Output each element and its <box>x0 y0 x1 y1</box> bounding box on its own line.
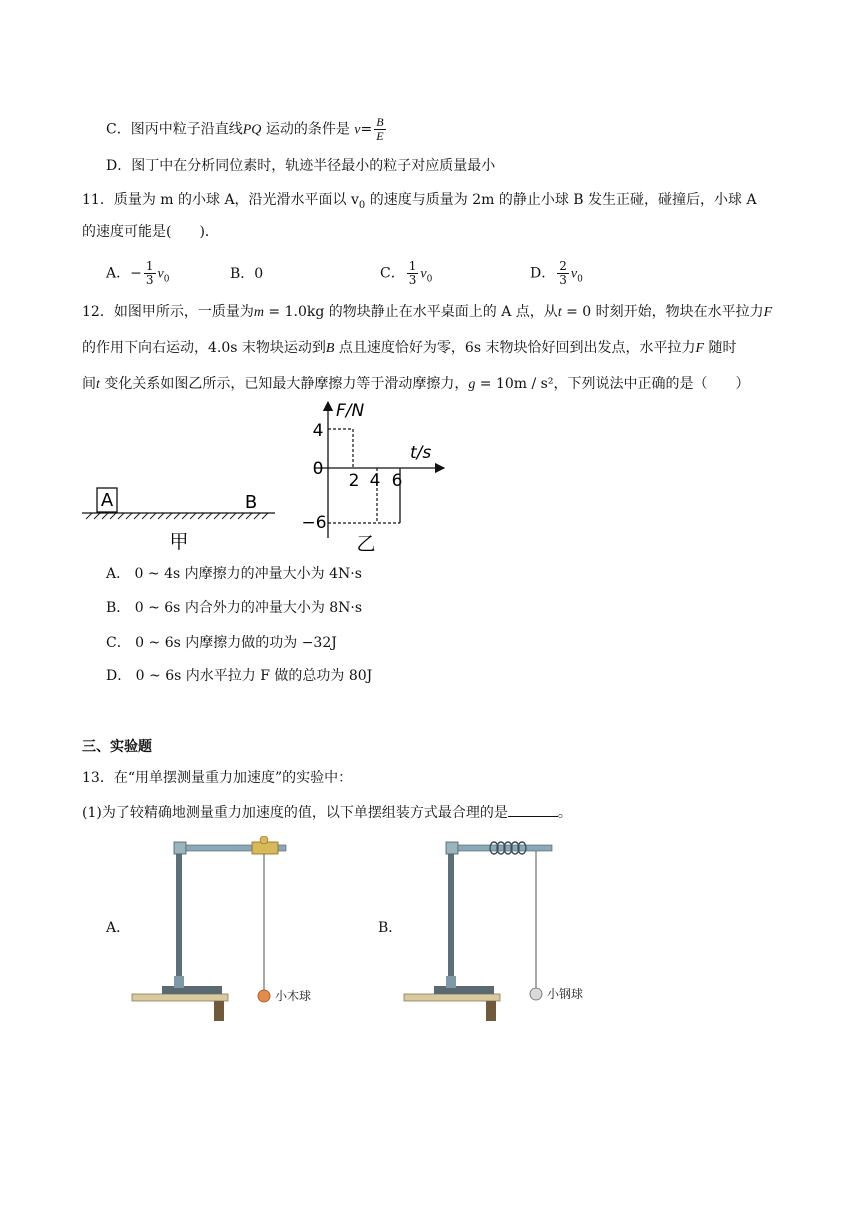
point-b-label: B <box>244 492 258 513</box>
q11-option-b: B．0 <box>230 266 264 282</box>
answer-blank[interactable] <box>508 802 558 817</box>
table-top-a <box>132 994 228 1001</box>
q12-stem-line2: 的作用下向右运动，4.0s 末物块运动到B 点且速度恰好为零，6s 末物块恰好回到出发点，水平拉力F 随时 <box>82 340 737 356</box>
figure-yi-force-time-graph <box>300 398 450 556</box>
table-leg-b <box>486 1001 496 1021</box>
table-top-b <box>404 994 500 1001</box>
q12-stem-line3: 间t 变化关系如图乙所示，已知最大静摩擦力等于滑动摩擦力，g = 10m / s²，下列说法中正确的是（ ） <box>82 376 750 392</box>
y-tick-neg6: −6 <box>301 513 327 533</box>
q10-option-d: D．图丁中在分析同位素时，轨迹半径最小的粒子对应质量最小 <box>106 158 496 174</box>
ground-hatch <box>86 513 268 519</box>
q11-stem-line1: 11．质量为 m 的小球 A，沿光滑水平面以 $v_0$ 的速度与质量为 2m 的静止小球 B 发生正碰，碰撞后，小球 A <box>82 192 757 211</box>
section-heading-experiment: 三、实验题 <box>82 739 152 755</box>
y-tick-4: 4 <box>312 421 324 441</box>
stand-pole-b <box>448 846 454 988</box>
x-tick-4: 4 <box>369 471 381 491</box>
pendulum-setup-a <box>130 836 330 1026</box>
q12-option-b: B． 0 ~ 6s 内合外力的冲量大小为 8N·s <box>106 600 363 616</box>
steel-ball-label: 小钢球 <box>547 987 584 1001</box>
stand-base-b <box>434 986 494 994</box>
force-segments-dashed <box>328 429 400 523</box>
stand-base-a <box>162 986 222 994</box>
steel-ball-icon <box>530 988 542 1000</box>
figure-jia <box>78 480 280 554</box>
q10-c-fraction: $\frac{B}{E}$ <box>376 115 384 143</box>
q11-stem-line2: 的速度可能是( )． <box>82 224 219 240</box>
q12-stem-line1: 12．如图甲所示，一质量为m = 1.0kg 的物块静止在水平桌面上的 A 点，从t = 0 时刻开始，物块在水平拉力F <box>82 304 773 320</box>
q10-c-eq: = <box>360 121 373 138</box>
q10-c-pq: PQ <box>242 122 262 138</box>
q11-option-a: A．− $\frac{1}{3}$ $v_0$ <box>106 259 170 287</box>
y-tick-0: 0 <box>312 459 324 479</box>
y-axis-label: F/N <box>336 401 365 421</box>
x-axis-label: t/s <box>410 443 432 463</box>
q12-option-d: D． 0 ~ 6s 内水平拉力 F 做的总功为 80J <box>106 668 373 684</box>
wooden-ball-label: 小木球 <box>275 989 312 1003</box>
q10-c-text: C．图丙中粒子沿直线 <box>106 121 243 138</box>
q13-part1: (1)为了较精确地测量重力加速度的值，以下单摆组装方式最合理的是 。 <box>82 802 572 823</box>
block-a-label: A <box>100 490 114 511</box>
q13-option-a-label: A． <box>106 920 131 936</box>
x-tick-6: 6 <box>391 471 403 491</box>
stand-pole-a <box>176 846 182 988</box>
q11-option-d: D． $\frac{2}{3}$ $v_0$ <box>530 259 583 287</box>
q11-option-c: C． $\frac{1}{3}$ $v_0$ <box>380 259 433 287</box>
q13-option-b-label: B． <box>378 920 403 936</box>
clamp-b <box>446 842 458 854</box>
table-leg-a <box>214 1001 224 1021</box>
q10-c-v: v <box>354 122 361 138</box>
wooden-ball-icon <box>258 990 270 1002</box>
figure-yi-caption: 乙 <box>356 533 376 555</box>
x-tick-2: 2 <box>348 471 360 491</box>
q13-stem: 13．在“用单摆测量重力加速度”的实验中： <box>82 770 353 786</box>
q12-option-c: C． 0 ~ 6s 内摩擦力做的功为 −32J <box>106 635 337 651</box>
q12-option-a: A． 0 ~ 4s 内摩擦力的冲量大小为 4N·s <box>106 566 362 582</box>
pendulum-setup-b <box>402 836 602 1026</box>
figure-jia-caption: 甲 <box>169 531 189 553</box>
q10-option-c <box>106 116 388 143</box>
clamp-a <box>174 842 186 854</box>
q10-c-mid: 运动的条件是 <box>261 121 355 138</box>
